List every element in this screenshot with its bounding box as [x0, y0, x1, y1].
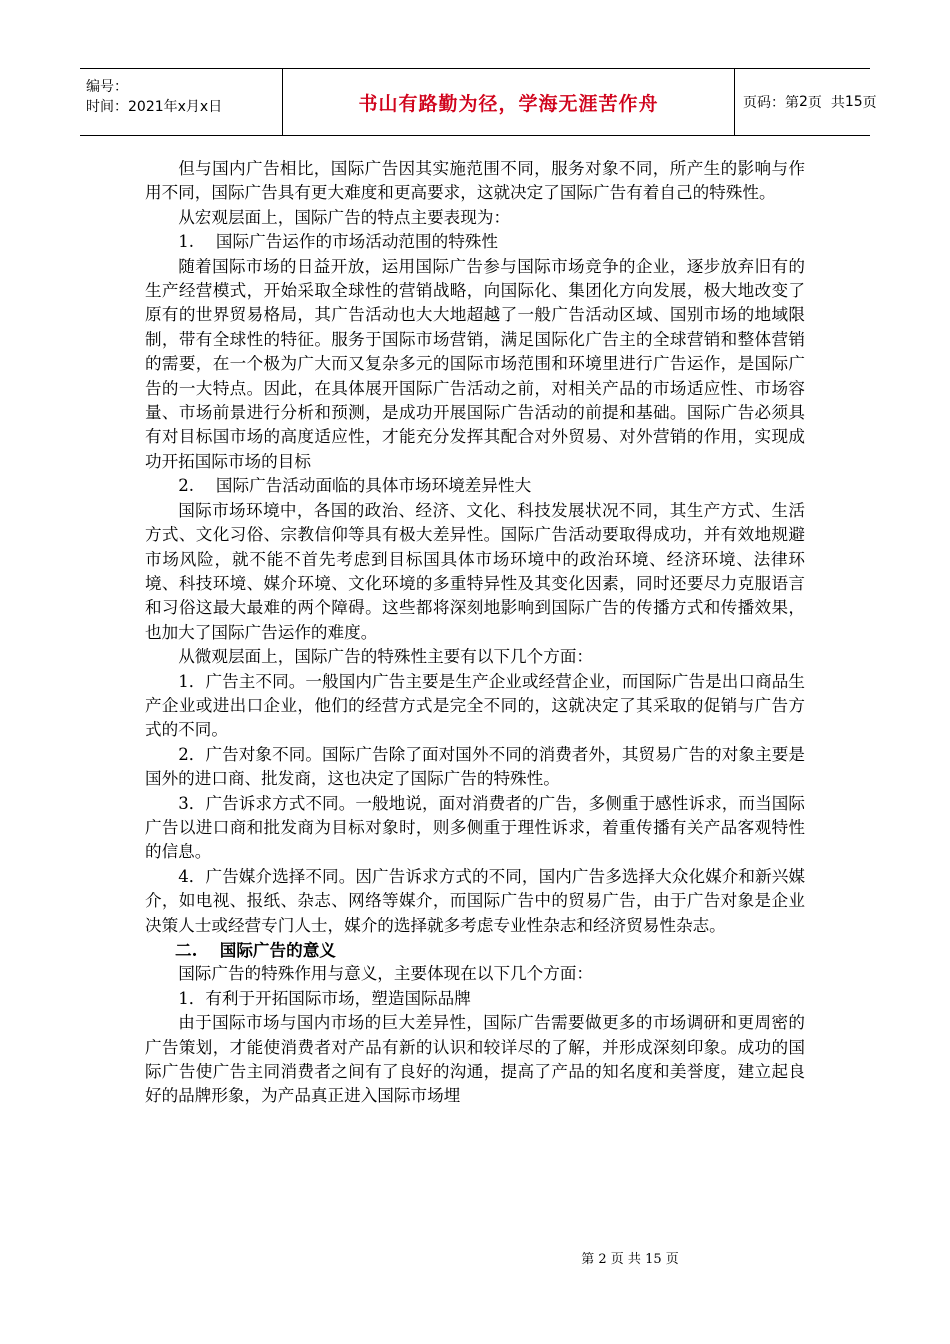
paragraph: 由于国际市场与国内市场的巨大差异性，国际广告需要做更多的市场调研和更周密的广告策划，才能使消费者对产品有新的认识和较详尽的了解，并形成深刻印象。成功的国际广告使广告主同消费者之间有了良好的沟通，提高了产品的知名度和美誉度，建立起良好的品牌形象，为产品真正进入国际市场埋	[145, 1013, 805, 1106]
list-item: 4．广告媒介选择不同。因广告诉求方式的不同，国内广告多选择大众化媒介和新兴媒介，如电视、报纸、杂志、网络等媒介，而国际广告中的贸易广告，由于广告对象是企业决策人士或经营专门人士，媒介的选择就多考虑专业性杂志和经济贸易性杂志。	[145, 866, 805, 935]
list-item: 2．广告对象不同。国际广告除了面对国外不同的消费者外，其贸易广告的对象主要是国外的进口商、批发商，这也决定了国际广告的特殊性。	[145, 744, 805, 789]
list-item: 1．有利于开拓国际市场，塑造国际品牌	[178, 988, 471, 1008]
header-motto: 书山有路勤为径，学海无涯苦作舟	[283, 69, 735, 135]
document-number-label: 编号：	[86, 79, 128, 95]
footer-mid: 页 共	[610, 1252, 641, 1267]
header-page-mid: 页 共	[807, 95, 845, 111]
paragraph: 国际市场环境中，各国的政治、经济、文化、科技发展状况不同，其生产方式、生活方式、文化习俗、宗教信仰等具有极大差异性。国际广告活动要取得成功，并有效地规避市场风险，就不能不首先考虑到目标国具体市场环境中的政治环境、经济环境、法律环境、科技环境、媒介环境、文化环境的多重特异性及其变化因素，同时还要尽力克服语言和习俗这最大最难的两个障碍。这些都将深刻地影响到国际广告的传播方式和传播效果，也加大了国际广告运作的难度。	[145, 500, 805, 642]
chapter-heading: 二. 国际广告的意义	[175, 940, 336, 960]
header-page-suffix: 页	[862, 95, 877, 111]
footer-suffix: 页	[665, 1252, 679, 1267]
paragraph: 国际广告的特殊作用与意义，主要体现在以下几个方面：	[178, 964, 594, 984]
document-body	[145, 157, 805, 1109]
paragraph: 随着国际市场的日益开放，运用国际广告参与国际市场竞争的企业，逐步放弃旧有的生产经营模式，开始采取全球性的营销战略，向国际化、集团化方向发展，极大地改变了原有的世界贸易格局，其广告活动也大大地超越了一般广告活动区域、国别市场的地域限制，带有全球性的特征。服务于国际市场营销，满足国际化广告主的全球营销和整体营销的需要，在一个极为广大而又复杂多元的国际市场范围和环境里进行广告运作，是国际广告的一大特点。因此，在具体展开国际广告活动之前，对相关产品的市场适应性、市场容量、市场前景进行分析和预测，是成功开展国际广告活动的前提和基础。国际广告必须具有对目标国市场的高度适应性，才能充分发挥其配合对外贸易、对外营销的作用，实现成功开拓国际市场的目标	[145, 256, 805, 471]
header-meta	[80, 69, 283, 135]
header-page-total: 15	[844, 94, 863, 110]
page-header	[80, 68, 877, 136]
paragraph: 从微观层面上，国际广告的特殊性主要有以下几个方面：	[178, 647, 594, 667]
list-item: 3．广告诉求方式不同。一般地说，面对消费者的广告，多侧重于感性诉求，而当国际广告以进口商和批发商为目标对象时，则多侧重于理性诉求，着重传播有关产品客观特性的信息。	[145, 793, 805, 862]
page-footer	[540, 1248, 720, 1267]
header-page-prefix: 页码：第	[743, 95, 799, 111]
section-heading: 1. 国际广告运作的市场活动范围的特殊性	[178, 232, 498, 252]
header-page-info	[735, 69, 877, 135]
footer-prefix: 第	[581, 1252, 595, 1267]
footer-page-number: 2	[598, 1252, 607, 1267]
header-page-number: 2	[799, 94, 808, 110]
footer-page-total: 15	[645, 1252, 662, 1267]
section-heading: 2. 国际广告活动面临的具体市场环境差异性大	[178, 476, 532, 496]
paragraph: 但与国内广告相比，国际广告因其实施范围不同，服务对象不同，所产生的影响与作用不同，国际广告具有更大难度和更高要求，这就决定了国际广告有着自己的特殊性。	[145, 159, 805, 203]
document-date: 时间：2021年x月x日	[86, 99, 223, 115]
list-item: 1．广告主不同。一般国内广告主要是生产企业或经营企业，而国际广告是出口商品生产企业或进出口企业，他们的经营方式是完全不同的，这就决定了其采取的促销与广告方式的不同。	[145, 671, 805, 740]
paragraph: 从宏观层面上，国际广告的特点主要表现为：	[178, 207, 511, 227]
